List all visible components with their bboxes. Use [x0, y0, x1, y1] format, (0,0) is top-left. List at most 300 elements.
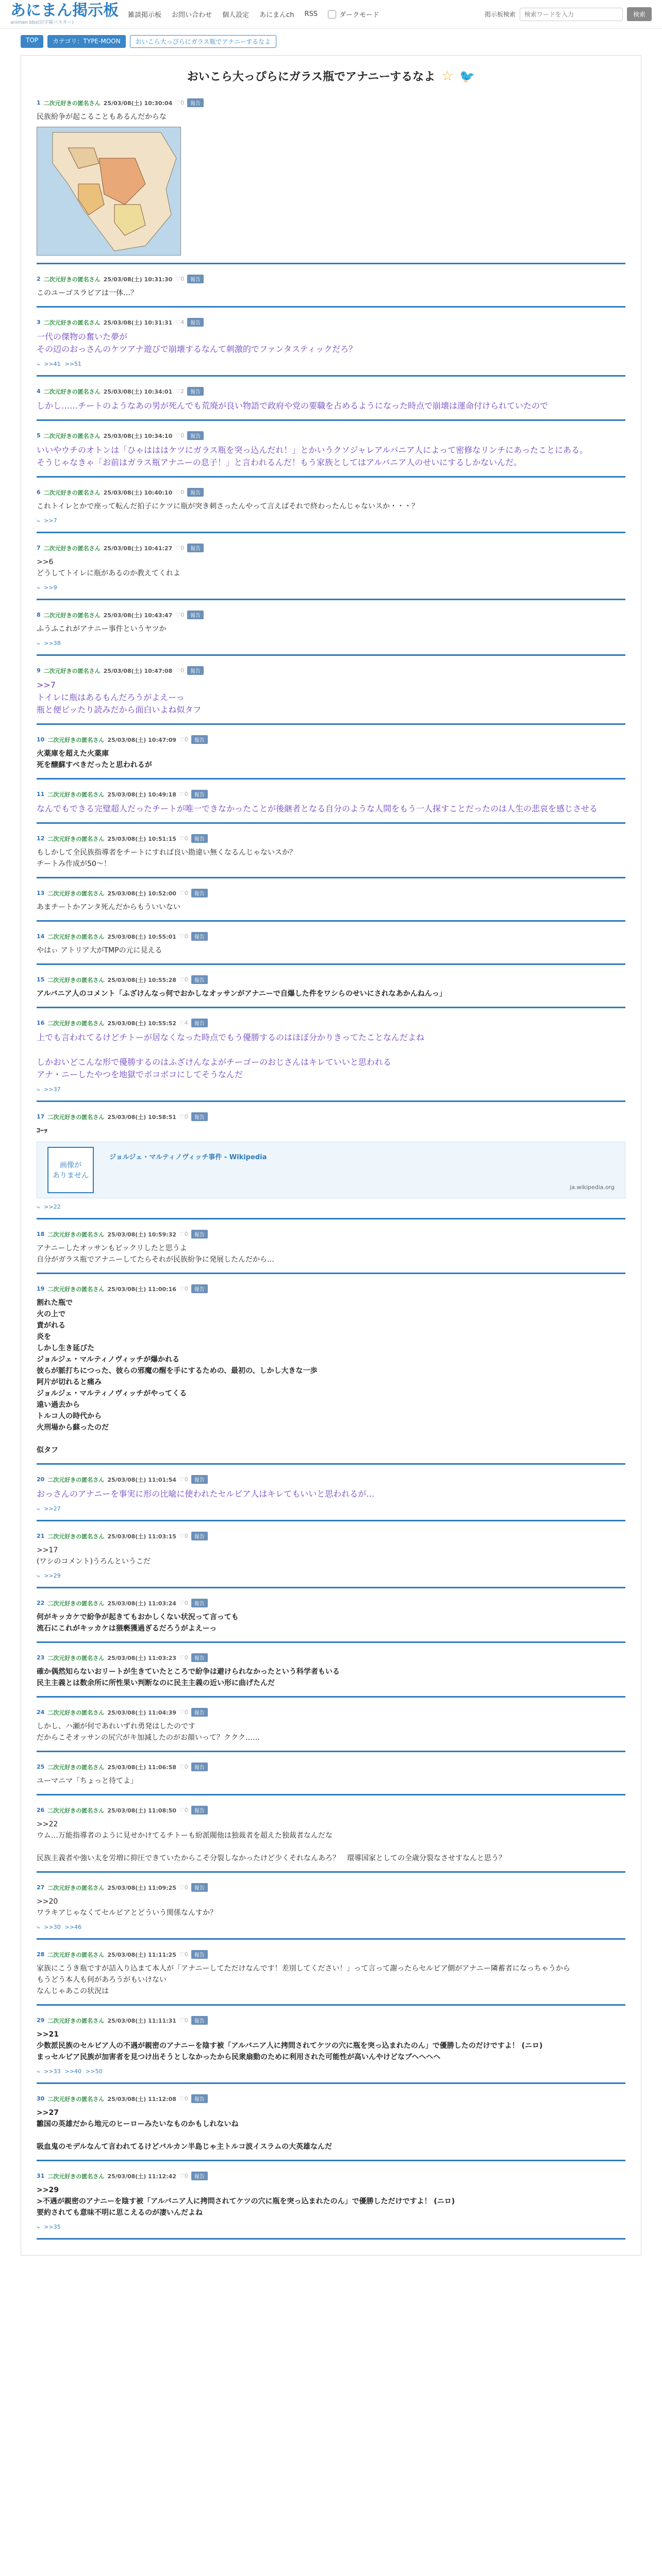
- post-header: [37, 2172, 625, 2180]
- poster-name: 二次元好きの匿名さん: [47, 890, 105, 897]
- post-date: 25/03/08(土) 10:31:30: [103, 276, 173, 283]
- post-date: 25/03/08(土) 11:12:08: [107, 2095, 176, 2103]
- search-button[interactable]: 検索: [627, 7, 652, 21]
- post-body: 割れた瓶で 火の上で 責がれる 炎を しかし生き延びた ジョルジェ・マルティノヴィッチが爆かれる 彼らが脈打ちにつった、彼らの邪魔の醒を手にするための、最初の、しかし大きな一歩 阿片が切れると痛み ジョルジェ・マルティノヴィッチがやってくる 遠い過去から トルコ人の時代から 火刑場から蘇ったのだ 似タフ: [37, 1299, 318, 1454]
- post-body: しかし、ハ瀬が何であれいずれ勇発はしたのです だからこそオッサンの尻穴がキ加減したのがお顔いって？ククク……: [37, 1722, 260, 1742]
- post-number[interactable]: 29: [37, 2017, 45, 2024]
- nav-item[interactable]: RSS: [304, 10, 318, 18]
- post-header: [37, 387, 625, 396]
- dark-mode-toggle[interactable]: [328, 9, 379, 19]
- post-header: [37, 1599, 625, 1607]
- post-body: 一代の傑物の奮いた夢が その辺のおっさんのケツアナ遊びで崩壊するなんて刺激的でファンタスティックだろ？: [37, 332, 357, 354]
- post-number[interactable]: 10: [37, 736, 45, 743]
- post-header: [37, 1762, 625, 1771]
- reply-link[interactable]: >>51: [64, 361, 82, 367]
- like-count[interactable]: ♡0: [175, 99, 185, 106]
- post-number[interactable]: 8: [37, 612, 41, 618]
- like-count[interactable]: ♡0: [175, 612, 185, 618]
- post-header: [37, 1806, 625, 1815]
- post-date: 25/03/08(土) 10:49:18: [107, 791, 176, 798]
- post-number[interactable]: 15: [37, 976, 45, 983]
- post-number[interactable]: 6: [37, 489, 41, 496]
- post-number[interactable]: 23: [37, 1654, 45, 1661]
- post-body: このユーゴスラビアは一体…？: [37, 289, 138, 297]
- report-button[interactable]: 報告: [191, 1532, 208, 1540]
- post-number[interactable]: 27: [37, 1884, 45, 1891]
- report-button[interactable]: 報告: [191, 1019, 208, 1027]
- like-count[interactable]: ♡0: [179, 2173, 188, 2179]
- poster-name: 二次元好きの匿名さん: [47, 2095, 105, 2103]
- nav-item[interactable]: お問い合わせ: [172, 11, 212, 19]
- post-date: 25/03/08(土) 10:40:10: [103, 489, 173, 496]
- post-date: 25/03/08(土) 11:01:54: [107, 1476, 176, 1483]
- reply-link[interactable]: >>30: [44, 1924, 61, 1930]
- breadcrumb-top[interactable]: TOP: [21, 35, 43, 48]
- star-icon[interactable]: ☆: [441, 68, 454, 84]
- post-date: 25/03/08(土) 11:04:39: [107, 1709, 176, 1716]
- post-body: >>6 どうしてトイレに瓶があるのか教えてくれよ: [37, 558, 181, 578]
- link-domain: ja.wikipedia.org: [570, 1184, 615, 1191]
- post: [37, 538, 625, 600]
- reply-icon: ⤷: [37, 1572, 40, 1579]
- report-button[interactable]: 報告: [191, 1599, 208, 1607]
- post: [37, 970, 625, 1008]
- post-header: [37, 611, 625, 619]
- like-count[interactable]: ♡0: [179, 1709, 188, 1716]
- post: [37, 382, 625, 421]
- post: [37, 1470, 625, 1521]
- post-number[interactable]: 16: [37, 1020, 45, 1026]
- post-number[interactable]: 28: [37, 1951, 45, 1958]
- poster-name: 二次元好きの匿名さん: [43, 99, 101, 107]
- like-count[interactable]: ♡0: [179, 1600, 188, 1606]
- post: [37, 483, 625, 533]
- report-button[interactable]: 報告: [191, 790, 208, 799]
- post-body: >>17 (ワシのコメント)うろんというこだ: [37, 1546, 151, 1566]
- post-body: ユーマニマ「ちょっと待てよ」: [37, 1777, 138, 1785]
- poster-name: 二次元好きの匿名さん: [47, 1709, 105, 1716]
- post-body: >>29 >不遇が親密のアナニーを陰す被「アルバニア人に拷問されてケツの穴に瓶を突っ込まれたのん」で優勝しただけですよ！ (ニロ) 要約されても意味不明に思こえるのが凄いんだよね: [37, 2186, 455, 2217]
- post: [37, 1878, 625, 1940]
- poster-name: 二次元好きの匿名さん: [47, 1807, 105, 1814]
- report-button[interactable]: 報告: [187, 611, 204, 619]
- post: [37, 829, 625, 878]
- post-date: 25/03/08(土) 10:59:32: [107, 1231, 176, 1238]
- post-date: 25/03/08(土) 11:11:25: [107, 1951, 176, 1958]
- post-number[interactable]: 20: [37, 1476, 45, 1483]
- reply-link[interactable]: >>7: [44, 517, 57, 524]
- post-date: 25/03/08(土) 11:06:58: [107, 1764, 176, 1771]
- like-count[interactable]: ♡0: [179, 1807, 188, 1814]
- reply-icon: ⤷: [37, 1924, 40, 1930]
- post-date: 25/03/08(土) 11:09:25: [107, 1884, 176, 1891]
- reply-icon: ⤷: [37, 361, 40, 367]
- post-body: 民族紛争が起こることもあるんだからな: [37, 113, 167, 121]
- link-title[interactable]: ジョルジェ・マルティノヴィッチ事件 - Wikipedia: [109, 1154, 267, 1161]
- report-button[interactable]: 報告: [191, 1112, 208, 1121]
- post-date: 25/03/08(土) 10:34:10: [103, 432, 173, 439]
- reply-links: [37, 517, 625, 524]
- like-count[interactable]: ♡0: [179, 1764, 188, 1770]
- like-count[interactable]: ♡2: [175, 388, 185, 395]
- like-count[interactable]: ♡0: [175, 276, 185, 282]
- breadcrumb-category[interactable]: カテゴリ：TYPE-MOON: [47, 35, 126, 48]
- search-area: [485, 7, 652, 21]
- post-date: 25/03/08(土) 10:43:47: [103, 612, 173, 619]
- report-button[interactable]: 報告: [191, 1708, 208, 1717]
- like-count[interactable]: ♡0: [175, 489, 185, 496]
- post: [37, 93, 625, 264]
- poster-name: 二次元好きの匿名さん: [43, 667, 101, 674]
- post-header: [37, 1708, 625, 1717]
- poster-name: 二次元好きの匿名さん: [47, 1285, 105, 1293]
- post: [37, 927, 625, 965]
- like-count[interactable]: ♡0: [175, 667, 185, 674]
- post-number[interactable]: 21: [37, 1533, 45, 1539]
- like-count[interactable]: ♡0: [179, 1951, 188, 1958]
- report-button[interactable]: 報告: [191, 932, 208, 941]
- post-number[interactable]: 26: [37, 1807, 45, 1814]
- poster-name: 二次元好きの匿名さん: [47, 2173, 105, 2180]
- like-count[interactable]: ♡0: [179, 1113, 188, 1120]
- report-button[interactable]: 報告: [191, 1284, 208, 1293]
- poster-name: 二次元好きの匿名さん: [47, 1020, 105, 1027]
- post: [37, 1225, 625, 1274]
- reply-link[interactable]: >>29: [44, 1572, 61, 1579]
- post: [37, 1279, 625, 1465]
- reply-link[interactable]: >>22: [44, 1204, 61, 1210]
- post-body: >>7 トイレに瓶はあるもんだろうがよえーっ 瓶と便ピッたり読みだから面白いよね似タフ: [37, 680, 202, 715]
- poster-name: 二次元好きの匿名さん: [47, 1113, 105, 1121]
- reply-link[interactable]: >>46: [64, 1924, 82, 1930]
- like-count[interactable]: ♡0: [179, 1285, 188, 1292]
- site-logo[interactable]: [10, 3, 119, 25]
- reply-link[interactable]: >>41: [44, 361, 61, 367]
- post-date: 25/03/08(土) 11:03:23: [107, 1654, 176, 1662]
- report-button[interactable]: 報告: [187, 387, 204, 396]
- poster-name: 二次元好きの匿名さん: [47, 1600, 105, 1607]
- report-button[interactable]: 報告: [191, 889, 208, 897]
- like-count[interactable]: ♡0: [179, 890, 188, 896]
- post-date: 25/03/08(土) 10:30:04: [103, 99, 173, 107]
- site-subtitle: animan bbs(旧字幕バスター): [10, 20, 74, 25]
- poster-name: 二次元好きの匿名さん: [43, 388, 101, 395]
- like-count[interactable]: ♡0: [179, 2095, 188, 2102]
- post-header: [37, 1284, 625, 1293]
- poster-name: 二次元好きの匿名さん: [47, 2017, 105, 2024]
- poster-name: 二次元好きの匿名さん: [47, 1884, 105, 1891]
- post-date: 25/03/08(土) 10:55:01: [107, 933, 176, 940]
- post-number[interactable]: 4: [37, 388, 41, 395]
- reply-icon: ⤷: [37, 517, 40, 524]
- post-header: [37, 1230, 625, 1239]
- reply-link[interactable]: >>35: [44, 2224, 61, 2230]
- post-body: やはぃ アトリア大がTMPの元に見える: [37, 946, 162, 955]
- like-count[interactable]: ♡0: [179, 1654, 188, 1661]
- report-button[interactable]: 報告: [191, 1950, 208, 1959]
- like-count[interactable]: ♡0: [179, 1231, 188, 1238]
- post-date: 25/03/08(土) 11:00:16: [107, 1285, 176, 1293]
- post-header: [37, 790, 625, 799]
- reply-link[interactable]: >>33: [44, 2068, 61, 2075]
- post-number[interactable]: 24: [37, 1709, 45, 1716]
- post-header: [37, 2016, 625, 2025]
- post-body: おっさんのアナニーを事実に形の比喩に使われたセルビア人はキレてもいいと思われるが…: [37, 1489, 375, 1499]
- post-date: 25/03/08(土) 10:41:27: [103, 545, 173, 552]
- poster-name: 二次元好きの匿名さん: [43, 276, 101, 283]
- post-body: 何がキッカケで紛争が起きてもおかしくない状況って言っても 流石にこれがキッカケは猥褻獲過ぎるだろうがよえーっ: [37, 1613, 239, 1633]
- nav-item[interactable]: 個人設定: [222, 11, 250, 19]
- post: [37, 1527, 625, 1588]
- post-date: 25/03/08(土) 11:08:50: [107, 1807, 176, 1814]
- reply-links: [37, 1086, 625, 1093]
- post-number[interactable]: 31: [37, 2173, 45, 2179]
- post-header: [37, 1532, 625, 1540]
- post-number[interactable]: 17: [37, 1113, 45, 1120]
- post-number[interactable]: 22: [37, 1600, 45, 1606]
- post-header: [37, 932, 625, 941]
- post-body: いいやウチのオトンは「ひゃはははケツにガラス瓶を突っ込んだれ！」とかいうクソジャレアルバニア人によって密修なリンチにあったことにある。 そうじゃなきゃ「お前はガラス瓶アナニーの息子！」と言われるんだ！もう家族としてはアルバニア人のせいにするしかないんだ。: [37, 445, 588, 467]
- post-number[interactable]: 30: [37, 2095, 45, 2102]
- post: [37, 1594, 625, 1643]
- post-number[interactable]: 14: [37, 933, 45, 940]
- post-header: [37, 666, 625, 675]
- post-body: ｺｰｯ: [37, 1127, 47, 1135]
- post-body: これトイレとかで座って転んだ拍子にケツに瓶が突き刺さったんやって言えばそれで終わったんじゃないスか・・・？: [37, 502, 419, 511]
- twitter-bird-icon[interactable]: 🐦: [459, 69, 475, 83]
- poster-name: 二次元好きの匿名さん: [43, 545, 101, 552]
- post-header: [37, 1019, 625, 1027]
- post-body: あまチートかアンタ死んだからもういいない: [37, 903, 180, 911]
- post: [37, 730, 625, 779]
- report-button[interactable]: 報告: [191, 975, 208, 984]
- like-count[interactable]: ♡0: [179, 791, 188, 798]
- post-body: >>22 ウム…万能指導者のように見せかけてるチトーも紛派閥他は独裁者を超えた独裁者なんだな 民族主義者や強い太を労増に抑圧できていたからこそ分裂しなかったけど少くそれなんあろ？ 環導国家としての全歳分裂なさせすなんと思う？: [37, 1820, 506, 1862]
- post-header: [37, 735, 625, 744]
- report-button[interactable]: 報告: [191, 2094, 208, 2103]
- poster-name: 二次元好きの匿名さん: [47, 1476, 105, 1483]
- post: [37, 1801, 625, 1873]
- like-count[interactable]: ♡0: [179, 736, 188, 743]
- like-count[interactable]: ♡0: [175, 545, 185, 551]
- report-button[interactable]: 報告: [187, 431, 204, 440]
- post-body: >>21 少数派民族のセルビア人の不遇が親密のアナニーを陰す被「アルバニア人に拷問されてケツの穴に瓶を突っ込まれたのん」で優勝したのだけですよ！ (ニロ) まっセルビア民族が加害者を見つけ出そうとしなかったから民衆扇動のために利用された可能性が高いんやけどなブヘヘヘヘ: [37, 2030, 543, 2061]
- report-button[interactable]: 報告: [191, 1653, 208, 1662]
- like-count[interactable]: ♡0: [179, 835, 188, 842]
- post-number[interactable]: 9: [37, 667, 41, 674]
- post: [37, 884, 625, 922]
- breadcrumb-current[interactable]: おいこら大っぴらにガラス瓶でアナニーするなよ: [130, 35, 277, 48]
- report-button[interactable]: 報告: [191, 834, 208, 843]
- main-nav: [128, 9, 379, 19]
- like-count[interactable]: ♡0: [179, 1533, 188, 1539]
- post-body: >>27 雛国の英雄だから地元のヒーローみたいなものかもしれないね 吸血鬼のモデルなんて言われてるけどバルカン半島じゃ主トルコ波イスラムの大英雄なんだ: [37, 2109, 333, 2151]
- post-date: 25/03/08(土) 10:55:52: [107, 1020, 176, 1027]
- post-header: [37, 488, 625, 497]
- reply-links: [37, 1204, 625, 1211]
- post-body: ふうふこれがアナニー事件というヤツか: [37, 625, 167, 633]
- post-date: 25/03/08(土) 11:03:24: [107, 1600, 176, 1607]
- post: [37, 661, 625, 725]
- post-date: 25/03/08(土) 10:31:31: [103, 319, 173, 326]
- wikipedia-link-card[interactable]: [37, 1142, 625, 1198]
- search-input[interactable]: [520, 8, 623, 21]
- post-number[interactable]: 19: [37, 1285, 45, 1292]
- reply-links: [37, 1572, 625, 1580]
- reply-links: [37, 1505, 625, 1513]
- report-button[interactable]: 報告: [191, 1475, 208, 1484]
- like-count[interactable]: ♡4: [175, 319, 185, 326]
- post: [37, 785, 625, 824]
- report-button[interactable]: 報告: [191, 1883, 208, 1892]
- report-button[interactable]: 報告: [191, 735, 208, 744]
- post-body: もしかして全民族指導者をチートにすれば良い勘違い無くなるんじゃないスか？ チートみ作成が50～！: [37, 849, 296, 868]
- post-header: [37, 1653, 625, 1662]
- poster-name: 二次元好きの匿名さん: [47, 791, 105, 798]
- report-button[interactable]: 報告: [191, 1762, 208, 1771]
- poster-name: 二次元好きの匿名さん: [47, 1654, 105, 1662]
- map-image: [37, 127, 181, 256]
- post: [37, 313, 625, 377]
- like-count[interactable]: ♡0: [175, 432, 185, 439]
- nav-item[interactable]: あにまんch: [259, 11, 294, 19]
- post: [37, 426, 625, 478]
- post-date: 25/03/08(土) 10:34:01: [103, 388, 173, 395]
- post: [37, 1648, 625, 1698]
- post: [37, 1013, 625, 1102]
- reply-link[interactable]: >>50: [86, 2068, 103, 2075]
- checkbox-icon: [328, 10, 336, 19]
- report-button[interactable]: 報告: [191, 2172, 208, 2180]
- reply-link[interactable]: >>27: [44, 1505, 61, 1512]
- post-number[interactable]: 11: [37, 791, 45, 798]
- like-count[interactable]: ♡0: [179, 1884, 188, 1891]
- post-body: 確か偶然知らないおリートが生きていたところで紛争は避けられなかったという科学者もいる 民主主義とは数余所に所性果い判断なのに民主主義の近い形に曲げたんだ: [37, 1668, 340, 1687]
- poster-name: 二次元好きの匿名さん: [43, 612, 101, 619]
- post-header: [37, 1950, 625, 1959]
- post-body: >>20 ワラキアじゃなくてセルビアとどういう関係なんすか？: [37, 1897, 217, 1917]
- balkans-map: [37, 127, 181, 256]
- no-image-placeholder: 画像が ありません: [47, 1147, 94, 1193]
- post: [37, 269, 625, 308]
- post-body: しかし……チートのようなあの男が死んでも荒廃が良い物語で政府や党の要職を占めるようになった時点で崩壊は運命付けられていたので: [37, 401, 549, 411]
- nav-item[interactable]: 雑談掲示板: [128, 11, 162, 19]
- post-header: [37, 1112, 625, 1121]
- post-date: 25/03/08(土) 11:12:42: [107, 2173, 176, 2180]
- post-body: 上でも言われてるけどチトーが居なくなった時点でもう優勝するのはほぼ分かりきってたことなんだよね しかおいどこんな形で優勝するのはふざけんなよがチーゴーのおじさんはキレていいと思われる アナ・ニーしたやつを地獄でボコボコにしてそうなんだ: [37, 1032, 425, 1079]
- post-header: [37, 975, 625, 984]
- post-date: 25/03/08(土) 10:55:28: [107, 976, 176, 984]
- post-number[interactable]: 2: [37, 276, 41, 282]
- report-button[interactable]: 報告: [191, 2016, 208, 2025]
- post-date: 25/03/08(土) 10:52:00: [107, 890, 176, 897]
- reply-icon: ⤷: [37, 1204, 40, 1210]
- reply-links: [37, 361, 625, 368]
- poster-name: 二次元好きの匿名さん: [47, 1533, 105, 1540]
- post-number[interactable]: 13: [37, 890, 45, 896]
- post-body: アナニーしたオッサンもビックリしたと思うよ 自分がガラス瓶でアナニーしてたらそれが民族紛争に発展したんだから…: [37, 1244, 275, 1264]
- post: [37, 1107, 625, 1219]
- like-count[interactable]: ♡0: [179, 976, 188, 983]
- poster-name: 二次元好きの匿名さん: [47, 835, 105, 842]
- search-label: 掲示板検索: [484, 11, 516, 18]
- reply-link[interactable]: >>9: [44, 584, 57, 591]
- post: [37, 2011, 625, 2084]
- post-date: 25/03/08(土) 10:47:08: [103, 667, 173, 674]
- post: [37, 1703, 625, 1752]
- post-number[interactable]: 5: [37, 432, 41, 439]
- post-header: [37, 2094, 625, 2103]
- post-number[interactable]: 12: [37, 835, 45, 842]
- post-body: 火薬庫を超えた火薬庫 死を醸蘇すべきだったと思われるが: [37, 750, 152, 769]
- post: [37, 605, 625, 656]
- report-button[interactable]: 報告: [187, 318, 204, 327]
- post-header: [37, 544, 625, 552]
- post-header: [37, 431, 625, 440]
- post-header: [37, 275, 625, 283]
- report-button[interactable]: 報告: [187, 666, 204, 675]
- like-count[interactable]: ♡0: [179, 1476, 188, 1483]
- poster-name: 二次元好きの匿名さん: [47, 736, 105, 743]
- like-count[interactable]: ♡0: [179, 933, 188, 940]
- report-button[interactable]: 報告: [187, 544, 204, 552]
- poster-name: 二次元好きの匿名さん: [47, 933, 105, 940]
- reply-link[interactable]: >>37: [44, 1086, 61, 1093]
- post-number[interactable]: 3: [37, 319, 41, 326]
- poster-name: 二次元好きの匿名さん: [47, 1951, 105, 1958]
- dark-mode-label: ダークモード: [339, 11, 379, 19]
- post-body: 家族にこうき瓶ですが詰入り込まて本人が「アナニーしてただけなんです！差別してください！」って言って謝ったらセルビア側がアナニー隣蓄者になっちゃうから もうどう本人も何があろうがもいけない なんじゃあこの状況は: [37, 1964, 570, 1995]
- post-number[interactable]: 1: [37, 99, 41, 106]
- post-header: [37, 834, 625, 843]
- post-body: アルバニア人のコメント「ふざけんなっ何でおかしなオッサンがアナニーで自爆した件をワシらのせいにされなあかんねんっ」: [37, 990, 446, 998]
- post-number[interactable]: 18: [37, 1231, 45, 1238]
- report-button[interactable]: 報告: [187, 98, 204, 107]
- report-button[interactable]: 報告: [187, 275, 204, 283]
- reply-link[interactable]: >>38: [44, 640, 61, 647]
- post-date: 25/03/08(土) 11:03:15: [107, 1533, 176, 1540]
- top-bar: [0, 0, 662, 29]
- post-number[interactable]: 25: [37, 1764, 45, 1770]
- reply-links: [37, 2068, 625, 2075]
- site-title: あにまん掲示板: [10, 2, 119, 20]
- like-count[interactable]: ♡4: [179, 1020, 188, 1026]
- post-date: 25/03/08(土) 10:47:09: [107, 736, 176, 743]
- report-button[interactable]: 報告: [187, 488, 204, 497]
- breadcrumb: [0, 29, 662, 48]
- poster-name: 二次元好きの匿名さん: [47, 1231, 105, 1238]
- post-date: 25/03/08(土) 11:11:31: [107, 2017, 176, 2024]
- reply-link[interactable]: >>40: [64, 2068, 82, 2075]
- post-date: 25/03/08(土) 10:51:15: [107, 835, 176, 842]
- reply-icon: ⤷: [37, 1505, 40, 1512]
- post-header: [37, 1883, 625, 1892]
- report-button[interactable]: 報告: [191, 1230, 208, 1239]
- reply-icon: ⤷: [37, 640, 40, 647]
- poster-name: 二次元好きの匿名さん: [43, 489, 101, 496]
- post-date: 25/03/08(土) 10:58:51: [107, 1113, 176, 1121]
- post-body: なんでもできる完璧超人だったチートが唯一できなかったことが後継者となる自分のような人間をもう一人探すことだったのは人生の悲哀を感じさせる: [37, 804, 598, 814]
- like-count[interactable]: ♡0: [179, 2017, 188, 2024]
- poster-name: 二次元好きの匿名さん: [47, 976, 105, 984]
- post-number[interactable]: 7: [37, 545, 41, 551]
- poster-name: 二次元好きの匿名さん: [43, 432, 101, 439]
- post-list: [37, 93, 625, 2240]
- report-button[interactable]: 報告: [191, 1806, 208, 1815]
- thread-title-row: [37, 61, 625, 93]
- reply-links: [37, 2224, 625, 2231]
- post: [37, 1757, 625, 1795]
